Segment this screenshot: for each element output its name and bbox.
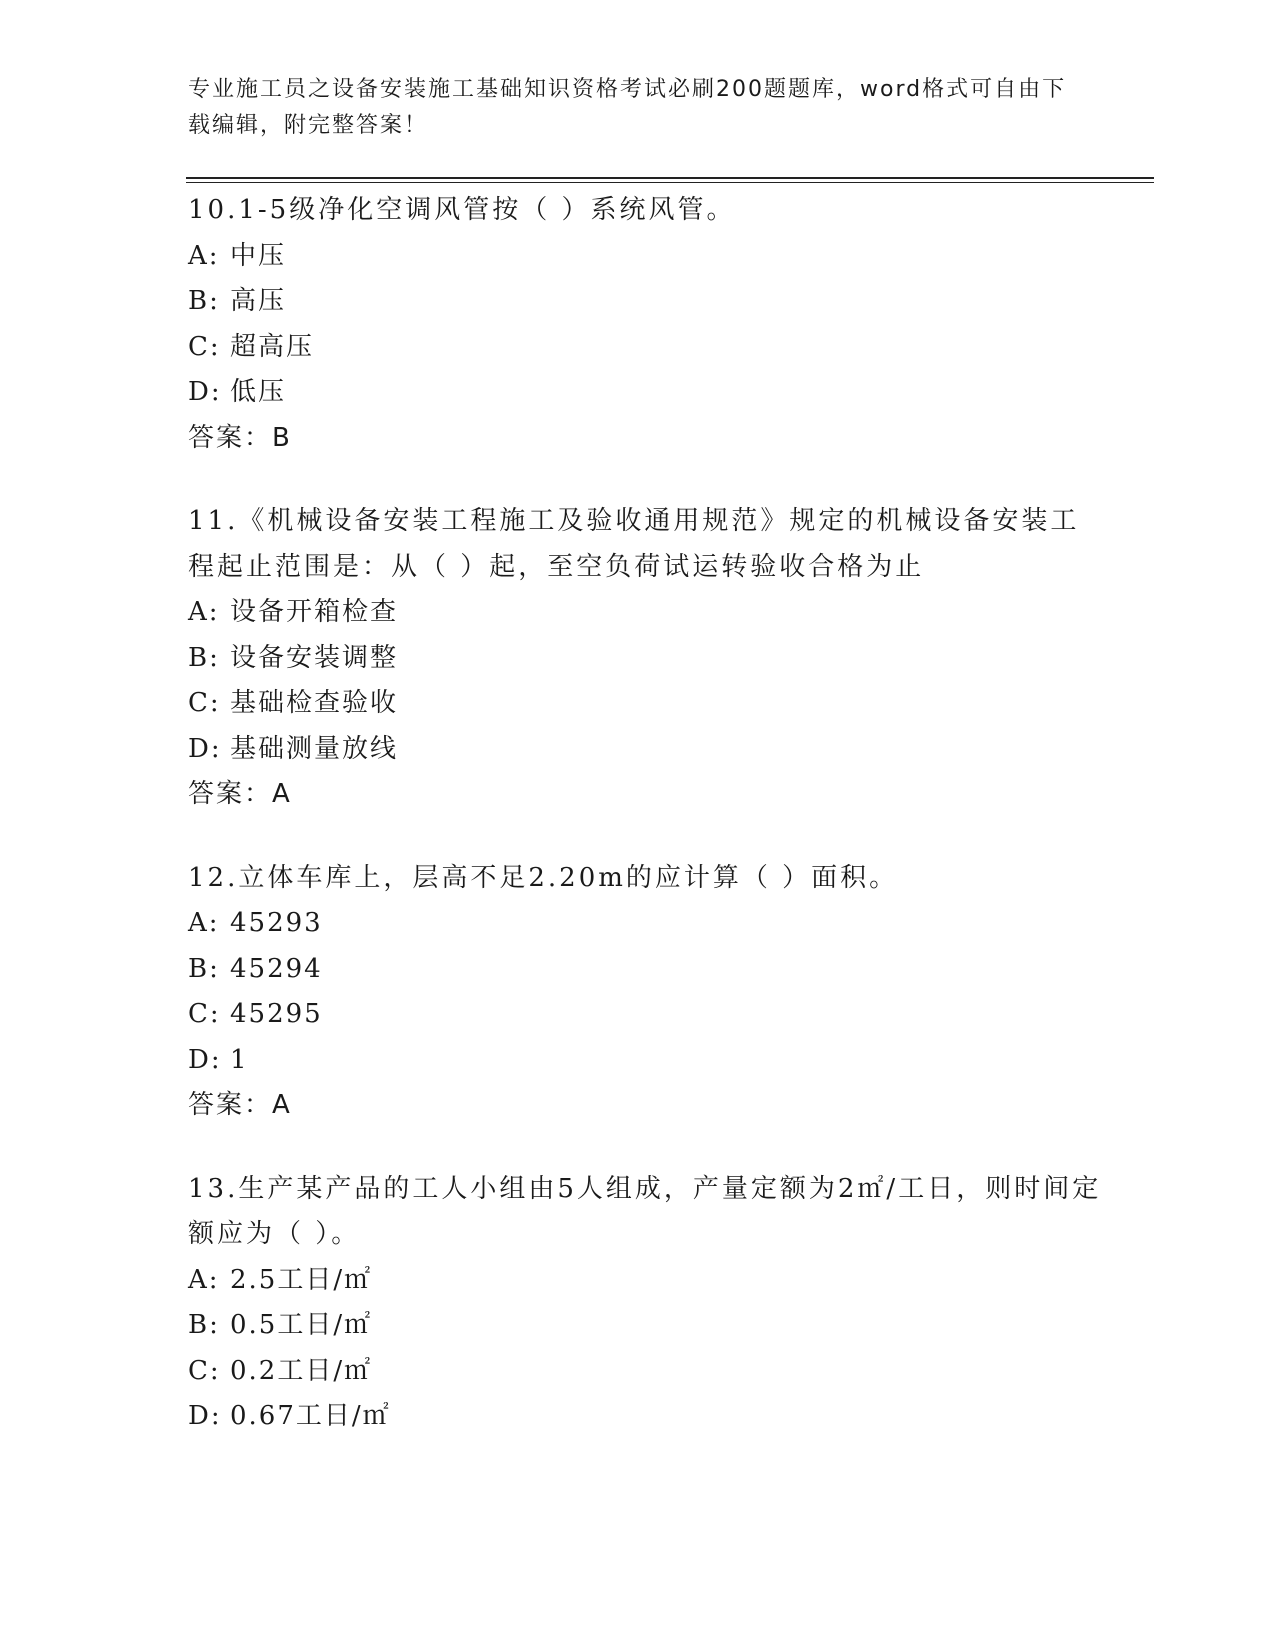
option-letter: D:: [188, 1401, 222, 1431]
option-a: [188, 590, 1108, 636]
header-divider-thick: [186, 177, 1154, 179]
option-letter: A:: [188, 597, 220, 627]
option-text: 中压: [230, 240, 287, 271]
option-d: [188, 370, 1108, 416]
answer-line: 答案：A: [188, 779, 292, 809]
option-letter: C:: [188, 1355, 221, 1386]
option-letter: D:: [188, 1044, 222, 1075]
option-letter: C:: [188, 688, 221, 718]
option-letter: D:: [188, 733, 222, 764]
question-13: [188, 1167, 1108, 1440]
option-d: [188, 727, 1108, 773]
option-letter: D:: [188, 377, 222, 407]
option-letter: B:: [188, 1310, 220, 1340]
option-c: [188, 325, 1108, 371]
option-d: [188, 1394, 1108, 1440]
option-c: [188, 1349, 1108, 1395]
option-a: [188, 901, 1108, 947]
option-letter: C:: [188, 331, 221, 362]
option-text: 低压: [230, 377, 287, 407]
option-text: 高压: [230, 286, 287, 316]
option-a: [188, 234, 1108, 280]
question-stem: 11.《机械设备安装工程施工及验收通用规范》规定的机械设备安装工程起止范围是：从（ ）起，至空负荷试运转验收合格为止: [188, 506, 1080, 582]
option-text: 设备安装调整: [230, 642, 399, 673]
option-text: 45295: [230, 999, 323, 1029]
option-letter: C:: [188, 999, 221, 1029]
option-text: 基础测量放线: [230, 733, 399, 764]
option-letter: A:: [188, 240, 220, 271]
option-text: 超高压: [230, 331, 315, 362]
option-text: 2.5工日/㎡: [230, 1264, 373, 1295]
option-letter: A:: [188, 1264, 220, 1295]
option-c: [188, 992, 1108, 1038]
question-list: [188, 188, 1108, 1478]
option-text: 0.5工日/㎡: [230, 1310, 373, 1340]
answer-line: 答案：A: [188, 1090, 292, 1120]
option-b: [188, 636, 1108, 682]
option-text: 45293: [230, 908, 323, 938]
option-c: [188, 681, 1108, 727]
option-b: [188, 279, 1108, 325]
question-10: [188, 188, 1108, 461]
option-letter: B:: [188, 953, 220, 984]
document-header: 专业施工员之设备安装施工基础知识资格考试必刷200题题库，word格式可自由下载编辑，附完整答案！: [188, 77, 1067, 138]
header-divider-thin: [186, 182, 1154, 183]
option-letter: B:: [188, 642, 220, 673]
option-text: 基础检查验收: [230, 688, 399, 718]
option-a: [188, 1258, 1108, 1304]
question-stem: 12.立体车库上，层高不足2.20m的应计算（ ）面积。: [188, 862, 899, 893]
question-stem: 13.生产某产品的工人小组由5人组成，产量定额为2㎡/工日，则时间定额应为（ ）。: [188, 1173, 1102, 1249]
option-text: 45294: [230, 953, 323, 984]
option-b: [188, 947, 1108, 993]
option-text: 0.2工日/㎡: [230, 1355, 373, 1386]
question-stem: 10.1-5级净化空调风管按（ ）系统风管。: [188, 195, 736, 225]
question-11: [188, 499, 1108, 818]
option-text: 1: [230, 1044, 249, 1075]
option-letter: B:: [188, 286, 220, 316]
option-text: 0.67工日/㎡: [230, 1401, 391, 1431]
option-d: [188, 1038, 1108, 1084]
answer-line: 答案：B: [188, 422, 292, 453]
option-text: 设备开箱检查: [230, 597, 399, 627]
option-b: [188, 1303, 1108, 1349]
option-letter: A:: [188, 908, 220, 938]
question-12: [188, 856, 1108, 1129]
